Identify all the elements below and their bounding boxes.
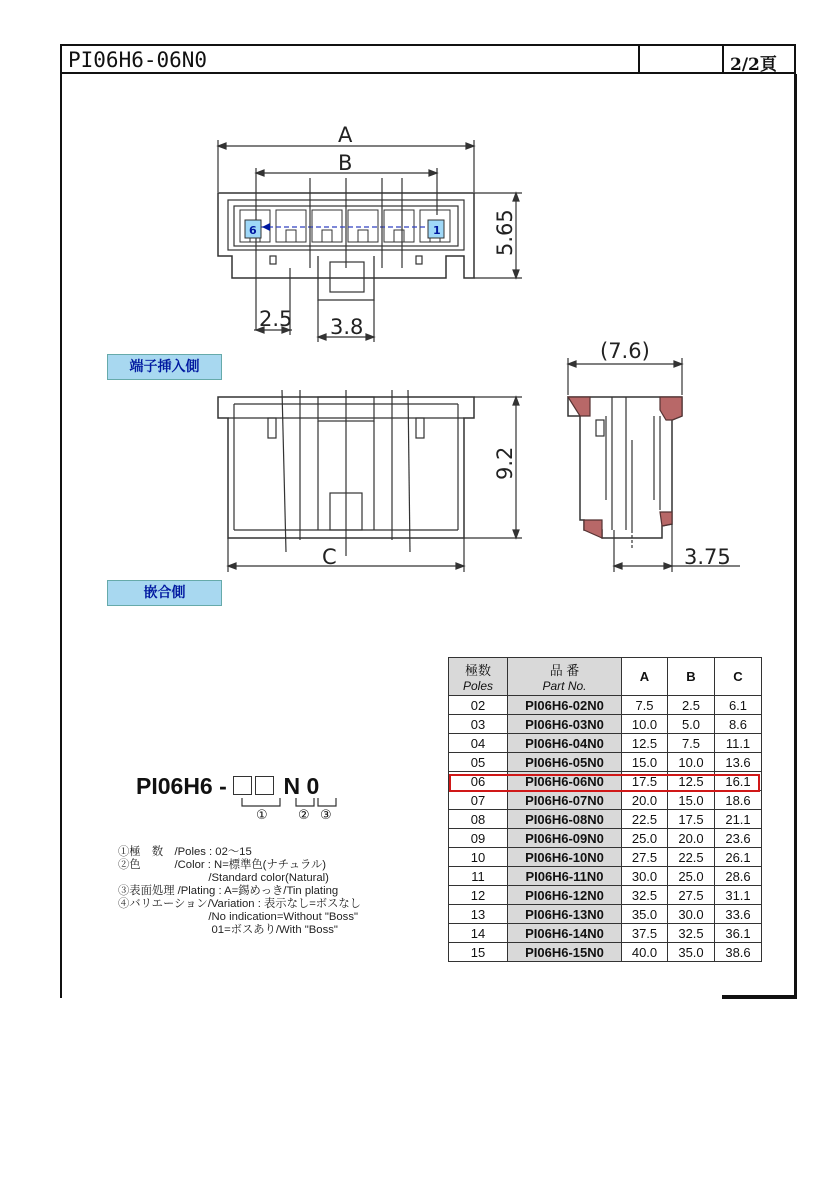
drawing-title: PI06H6-06N0 [68, 48, 208, 72]
cell-b: 22.5 [668, 848, 715, 867]
cell-part-no: PI06H6-14N0 [508, 924, 622, 943]
cell-part-no: PI06H6-02N0 [508, 696, 622, 715]
cell-poles: 08 [449, 810, 508, 829]
table-row [449, 905, 762, 924]
cell-poles: 12 [449, 886, 508, 905]
cell-c: 33.6 [715, 905, 762, 924]
dim-565-label: 5.65 [493, 209, 517, 256]
page-number: 2/2頁 [730, 55, 777, 75]
table-header-row [449, 658, 762, 696]
table-row [449, 715, 762, 734]
cell-a: 20.0 [622, 791, 668, 810]
cell-b: 32.5 [668, 924, 715, 943]
cell-a: 27.5 [622, 848, 668, 867]
table-row [449, 943, 762, 962]
pin6-label: 6 [249, 224, 257, 237]
cell-part-no: PI06H6-15N0 [508, 943, 622, 962]
cell-poles: 09 [449, 829, 508, 848]
dimension-table [448, 657, 762, 962]
cell-poles: 14 [449, 924, 508, 943]
cell-b: 5.0 [668, 715, 715, 734]
cell-c: 26.1 [715, 848, 762, 867]
table-row [449, 753, 762, 772]
dim-c-label: C [322, 545, 337, 569]
col-a: A [622, 658, 668, 696]
pin1-label: 1 [433, 224, 441, 237]
cell-a: 7.5 [622, 696, 668, 715]
cell-c: 23.6 [715, 829, 762, 848]
table-row [449, 791, 762, 810]
mating-side-label: 嵌合側 [107, 580, 222, 606]
cell-part-no: PI06H6-06N0 [508, 772, 622, 791]
legend-line: ④バリエーション/Variation : 表示なし=ボスなし [118, 898, 361, 910]
cell-c: 31.1 [715, 886, 762, 905]
cell-c: 8.6 [715, 715, 762, 734]
table-row [449, 810, 762, 829]
dim-38-label: 3.8 [330, 315, 364, 339]
cell-b: 27.5 [668, 886, 715, 905]
cell-poles: 02 [449, 696, 508, 715]
cell-part-no: PI06H6-09N0 [508, 829, 622, 848]
table-row [449, 867, 762, 886]
dim-375-label: 3.75 [684, 545, 731, 569]
cell-b: 12.5 [668, 772, 715, 791]
table-row [449, 829, 762, 848]
cell-a: 30.0 [622, 867, 668, 886]
table-row [449, 886, 762, 905]
cell-a: 12.5 [622, 734, 668, 753]
poles-box-2 [255, 776, 274, 795]
part-code-legend [118, 846, 361, 937]
table-row [449, 924, 762, 943]
dim-25-label: 2.5 [259, 307, 293, 331]
cell-a: 15.0 [622, 753, 668, 772]
cell-part-no: PI06H6-05N0 [508, 753, 622, 772]
cell-part-no: PI06H6-07N0 [508, 791, 622, 810]
cell-b: 30.0 [668, 905, 715, 924]
legend-line: ③表面処理 /Plating : A=錫めっき/Tin plating [118, 885, 339, 897]
cell-a: 37.5 [622, 924, 668, 943]
cell-c: 11.1 [715, 734, 762, 753]
cell-part-no: PI06H6-11N0 [508, 867, 622, 886]
cell-poles: 11 [449, 867, 508, 886]
code-marker-3: ③ [320, 808, 332, 823]
cell-b: 2.5 [668, 696, 715, 715]
legend-line: /Standard color(Natural) [118, 872, 329, 884]
cell-poles: 10 [449, 848, 508, 867]
cell-part-no: PI06H6-12N0 [508, 886, 622, 905]
cell-b: 15.0 [668, 791, 715, 810]
col-part-no: 品 番 Part No. [508, 658, 622, 696]
cell-poles: 03 [449, 715, 508, 734]
cell-c: 36.1 [715, 924, 762, 943]
table-row [449, 848, 762, 867]
col-b: B [668, 658, 715, 696]
highlighted-row [449, 774, 760, 792]
cell-poles: 13 [449, 905, 508, 924]
cell-a: 35.0 [622, 905, 668, 924]
cell-part-no: PI06H6-03N0 [508, 715, 622, 734]
cell-poles: 15 [449, 943, 508, 962]
legend-line: ②色 /Color : N=標準色(ナチュラル) [118, 859, 327, 871]
cell-b: 35.0 [668, 943, 715, 962]
poles-box-1 [233, 776, 252, 795]
cell-b: 20.0 [668, 829, 715, 848]
part-code-suffix: N 0 [283, 773, 320, 799]
cell-c: 38.6 [715, 943, 762, 962]
dim-a-label: A [338, 123, 353, 147]
cell-a: 22.5 [622, 810, 668, 829]
cell-b: 10.0 [668, 753, 715, 772]
col-c: C [715, 658, 762, 696]
cell-c: 13.6 [715, 753, 762, 772]
dim-76-label: (7.6) [600, 339, 650, 363]
cell-poles: 07 [449, 791, 508, 810]
part-code [136, 773, 319, 800]
cell-b: 17.5 [668, 810, 715, 829]
cell-part-no: PI06H6-04N0 [508, 734, 622, 753]
cell-part-no: PI06H6-10N0 [508, 848, 622, 867]
cell-poles: 06 [449, 772, 508, 791]
part-code-prefix: PI06H6 - [136, 773, 227, 799]
cell-a: 32.5 [622, 886, 668, 905]
dim-b-label: B [338, 151, 353, 175]
cell-part-no: PI06H6-08N0 [508, 810, 622, 829]
cell-part-no: PI06H6-13N0 [508, 905, 622, 924]
legend-line: ①極 数 /Poles : 02～15 [118, 846, 252, 858]
cell-a: 17.5 [622, 772, 668, 791]
table-row [449, 696, 762, 715]
legend-line: 01=ボスあり/With "Boss" [118, 924, 338, 936]
cell-a: 10.0 [622, 715, 668, 734]
insert-side-label: 端子挿入側 [107, 354, 222, 380]
dim-92-label: 9.2 [493, 446, 517, 480]
cell-c: 6.1 [715, 696, 762, 715]
cell-c: 21.1 [715, 810, 762, 829]
col-poles: 極数 Poles [449, 658, 508, 696]
cell-poles: 04 [449, 734, 508, 753]
legend-line: /No indication=Without "Boss" [118, 911, 358, 923]
cell-c: 16.1 [715, 772, 762, 791]
code-marker-2: ② [298, 808, 310, 823]
cell-b: 7.5 [668, 734, 715, 753]
cell-a: 40.0 [622, 943, 668, 962]
cell-c: 18.6 [715, 791, 762, 810]
cell-c: 28.6 [715, 867, 762, 886]
code-marker-1: ① [256, 808, 268, 823]
cell-poles: 05 [449, 753, 508, 772]
cell-b: 25.0 [668, 867, 715, 886]
cell-a: 25.0 [622, 829, 668, 848]
table-row [449, 734, 762, 753]
